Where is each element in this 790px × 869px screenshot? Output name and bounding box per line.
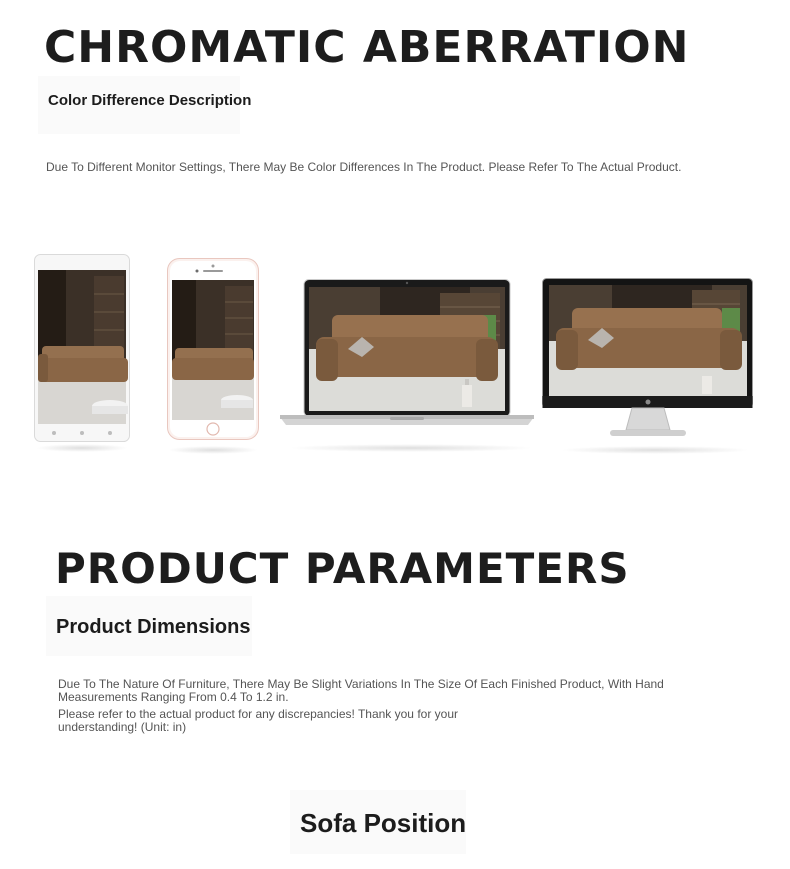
color-difference-subtitle: Color Difference Description xyxy=(48,92,252,109)
desktop-monitor-shadow xyxy=(560,446,750,454)
color-difference-note: Due To Different Monitor Settings, There May Be Color Differences In The Product. Please Refer To The Actual Product. xyxy=(46,160,682,174)
discrepancy-note: Please refer to the actual product for any discrepancies! Thank you for your understanding! (Unit: in) xyxy=(58,707,458,734)
product-parameters-heading: PRODUCT PARAMETERS xyxy=(55,544,630,593)
color-difference-label-box xyxy=(38,76,252,134)
rose-gold-phone-shadow xyxy=(168,446,258,454)
white-phone-shadow xyxy=(36,444,128,452)
dimension-variation-note: Due To The Nature Of Furniture, There May Be Slight Variations In The Size Of Each Finished Product, With Hand Measurements Ranging From 0.4 To 1.2 in. xyxy=(58,677,664,704)
sofa-position-title: Sofa Position xyxy=(300,808,467,838)
rose-gold-phone-device xyxy=(167,258,259,440)
desktop-monitor-device xyxy=(542,278,754,440)
white-phone-device xyxy=(34,254,130,442)
laptop-illustration xyxy=(280,279,534,429)
product-dimensions-subtitle: Product Dimensions xyxy=(56,616,251,638)
chromatic-aberration-heading: CHROMATIC ABERRATION xyxy=(44,22,690,73)
sofa-position-label-box xyxy=(290,790,466,854)
product-dimensions-label-box xyxy=(46,596,252,656)
laptop-shadow xyxy=(288,444,534,452)
rose-gold-phone-illustration xyxy=(167,258,259,440)
white-phone-illustration xyxy=(34,254,130,442)
laptop-device xyxy=(280,279,534,429)
desktop-monitor-illustration xyxy=(542,278,754,440)
